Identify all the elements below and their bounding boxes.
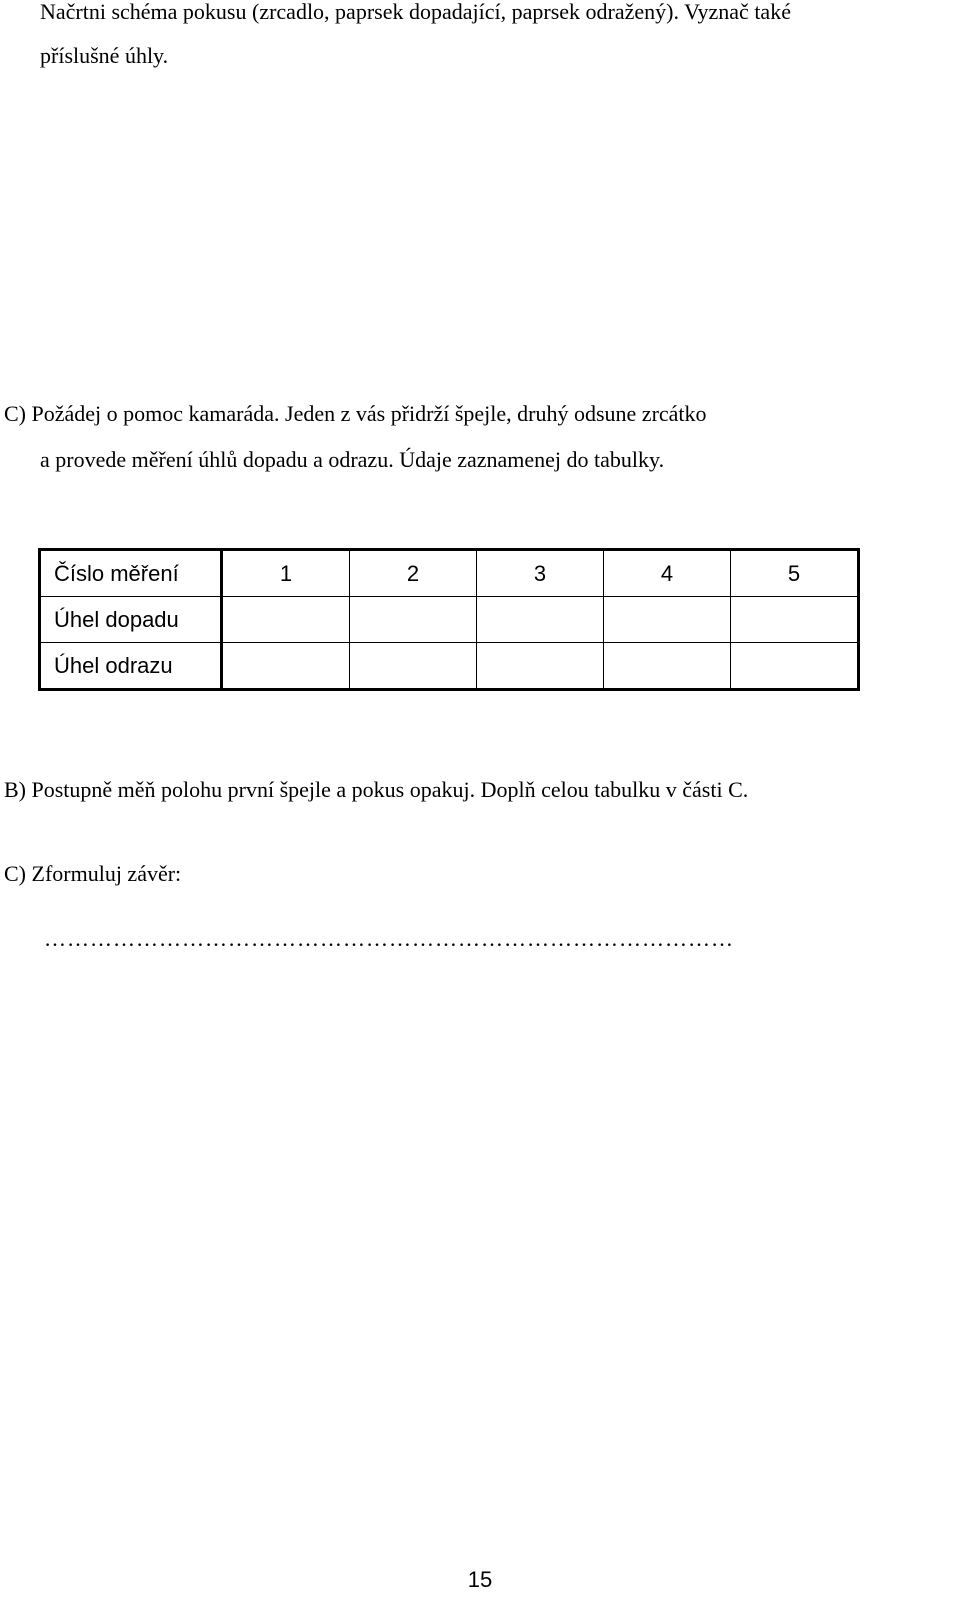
column-number-4: 4 [604,550,731,597]
column-number-2: 2 [350,550,477,597]
column-number-1: 1 [222,550,350,597]
table-cell[interactable] [604,643,731,690]
table-cell[interactable] [222,597,350,643]
step-b-text: B) Postupně měň polohu první špejle a pokus opakuj. Doplň celou tabulku v části C. [4,777,749,802]
row-header-angle-of-incidence: Úhel dopadu [40,597,222,643]
table-cell[interactable] [350,597,477,643]
intro-line-1: Načrtni schéma pokusu (zrcadlo, paprsek dopadající, paprsek odražený). Vyznač také [40,0,791,24]
column-number-3: 3 [477,550,604,597]
table-row [40,550,859,597]
table-cell[interactable] [477,643,604,690]
page-number: 15 [467,1567,493,1592]
step-c-line-2: a provede měření úhlů dopadu a odrazu. Údaje zaznamenej do tabulky. [40,447,665,472]
step-c-line-1: C) Požádej o pomoc kamaráda. Jeden z vás přidrží špejle, druhý odsune zrcátko [4,401,707,426]
table-cell[interactable] [222,643,350,690]
conclusion-dotted-line[interactable]: ……………………………………………………………………………… [44,926,734,951]
measurement-table [38,548,860,691]
conclusion-label: C) Zformuluj závěr: [4,861,182,886]
row-header-measurement-number: Číslo měření [40,550,222,597]
table-cell[interactable] [477,597,604,643]
row-header-angle-of-reflection: Úhel odrazu [40,643,222,690]
column-number-5: 5 [731,550,859,597]
table-cell[interactable] [350,643,477,690]
table-cell[interactable] [731,643,859,690]
intro-line-2: příslušné úhly. [40,43,169,68]
table-row [40,597,859,643]
table-cell[interactable] [604,597,731,643]
table-row [40,643,859,690]
table-cell[interactable] [731,597,859,643]
